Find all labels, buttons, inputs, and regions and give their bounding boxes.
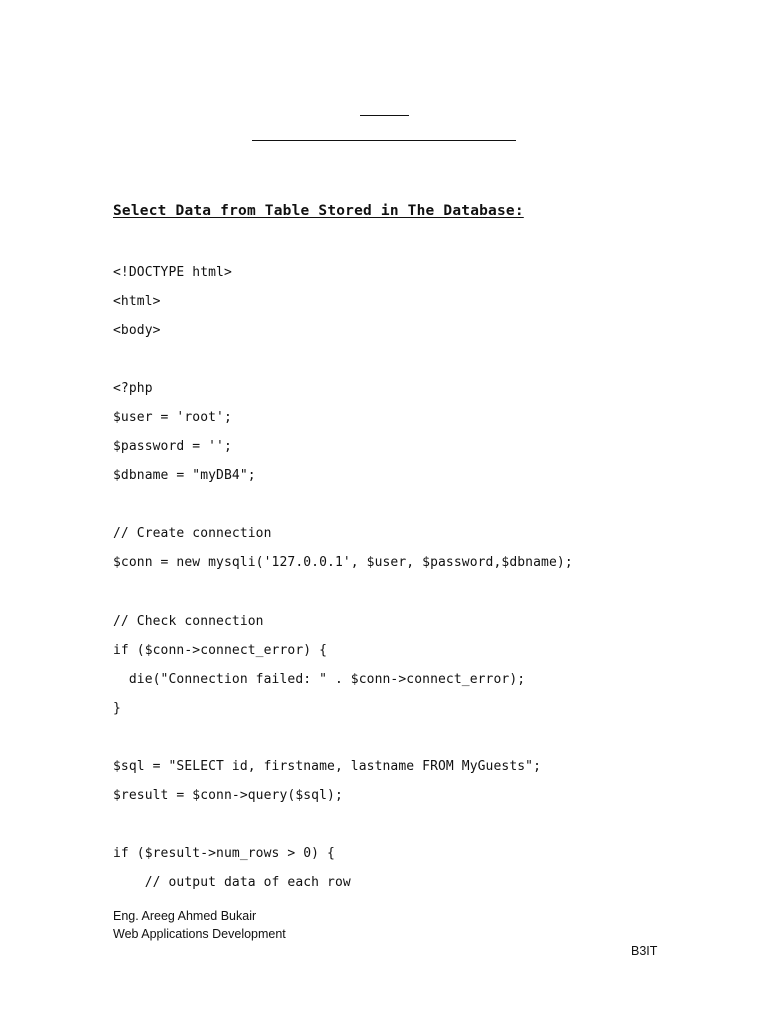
code-line: <?php bbox=[113, 381, 153, 397]
code-line: if ($result->num_rows > 0) { bbox=[113, 845, 335, 861]
section-heading: Select Data from Table Stored in The Database: bbox=[113, 203, 524, 219]
code-line bbox=[113, 494, 573, 523]
code-line: // output data of each row bbox=[113, 874, 351, 890]
header-rule-long bbox=[252, 140, 516, 141]
code-line: } bbox=[113, 700, 121, 716]
code-line: $conn = new mysqli('127.0.0.1', $user, $password,$dbname); bbox=[113, 555, 573, 571]
code-line: if ($conn->connect_error) { bbox=[113, 642, 328, 658]
code-line: // Check connection bbox=[113, 613, 264, 629]
code-line bbox=[113, 582, 573, 611]
footer-course: Web Applications Development bbox=[113, 927, 286, 941]
code-line: $sql = "SELECT id, firstname, lastname FROM MyGuests"; bbox=[113, 758, 542, 774]
footer-author: Eng. Areeg Ahmed Bukair bbox=[113, 909, 257, 923]
code-line bbox=[113, 814, 573, 843]
code-line: <!DOCTYPE html> bbox=[113, 265, 232, 280]
footer-code: B3IT bbox=[631, 944, 658, 958]
code-line: // Create connection bbox=[113, 526, 272, 542]
code-line: <html> bbox=[113, 294, 161, 310]
code-line: $result = $conn->query($sql); bbox=[113, 787, 343, 803]
code-line: $user = 'root'; bbox=[113, 410, 232, 426]
code-line bbox=[113, 349, 573, 378]
code-block bbox=[113, 262, 573, 901]
code-line: <body> bbox=[113, 323, 161, 339]
code-line: $password = ''; bbox=[113, 439, 232, 455]
footer-info bbox=[113, 907, 286, 943]
code-line: die("Connection failed: " . $conn->connect_error); bbox=[113, 671, 526, 687]
code-line bbox=[113, 727, 573, 756]
header-rule-short bbox=[360, 115, 409, 116]
code-line: $dbname = "myDB4"; bbox=[113, 468, 256, 484]
